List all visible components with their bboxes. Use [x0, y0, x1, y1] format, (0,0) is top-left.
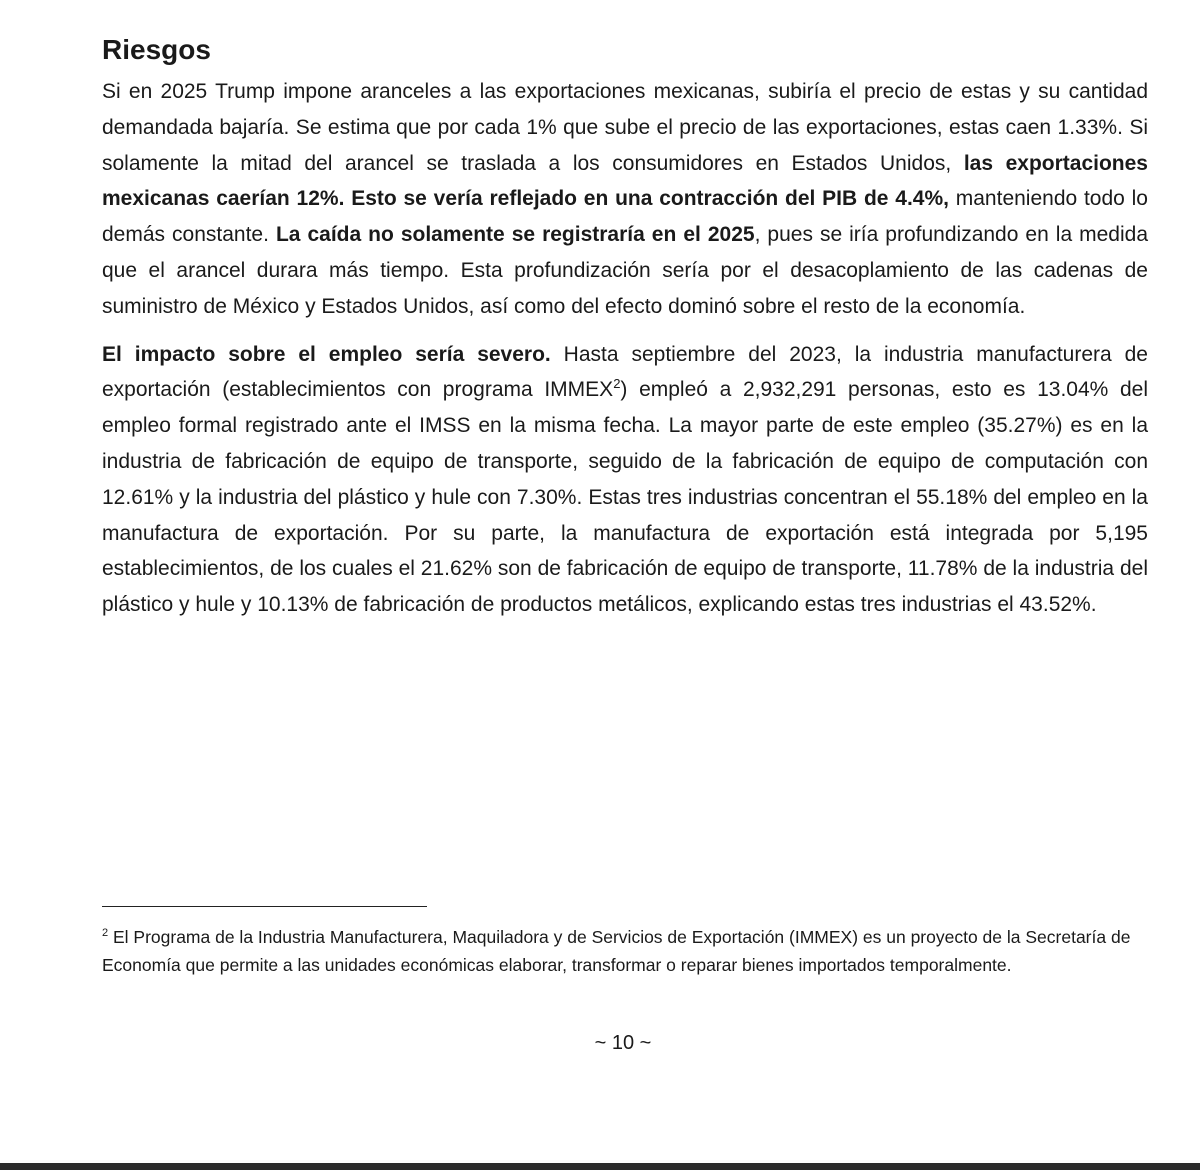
footnote-marker: 2	[102, 927, 109, 940]
section-heading: Riesgos	[102, 34, 211, 65]
paragraph-risks-text-3: , pues se iría profundizando en la medida que el arancel durara más tiempo. Esta profundización sería por el desacoplamiento de las cadenas de suministro de México y Estados Unidos, así como del efecto dominó sobre el resto de la economía.	[102, 223, 1149, 318]
paragraph-employment-bold-1: El impacto sobre el empleo sería severo.	[102, 342, 551, 366]
paragraph-risks-bold-2: La caída no solamente se registraría en el 2025	[275, 223, 755, 247]
footnote	[102, 923, 1148, 979]
paragraph-risks-text-1: Si en 2025 Trump impone aranceles a las exportaciones mexicanas, subiría el precio de estas y su cantidad demandada bajaría. Se estima que por cada 1% que sube el precio de las exportaciones, estas caen 1.33%. Si solamente la mitad del arancel se traslada a los consumidores en Estados Unidos,	[102, 80, 1148, 175]
paragraph-risks-text-2: manteniendo todo lo demás constante.	[102, 187, 1148, 247]
paragraph-risks	[102, 74, 1148, 325]
paragraph-employment-text-1: Hasta septiembre del 2023, la industria manufacturera de exportación (establecimientos con programa IMMEX	[102, 342, 1148, 402]
footnote-separator	[102, 906, 427, 907]
document-page	[102, 30, 1148, 623]
paragraph-employment-text-2: ) empleó a 2,932,291 personas, esto es 13.04% del empleo formal registrado ante el IMSS en la misma fecha. La mayor parte de este empleo (35.27%) es en la industria de fabricación de equipo de transporte, seguido de la fabricación de equipo de computación con 12.61% y la industria del plástico y hule con 7.30%. Estas tres industrias concentran el 55.18% del empleo en la manufactura de exportación. Por su parte, la manufactura de exportación está integrada por 5,195 establecimientos, de los cuales el 21.62% son de fabricación de equipo de transporte, 11.78% de la industria del plástico y hule y 10.13% de fabricación de productos metálicos, explicando estas tres industrias el 43.52%.	[102, 378, 1148, 617]
page-number: ~ 10 ~	[594, 1032, 652, 1054]
paragraph-risks-bold-1: las exportaciones mexicanas caerían 12%. Esto se vería reflejado en una contracción del PIB de 4.4%,	[102, 151, 1148, 211]
paragraph-employment	[102, 337, 1148, 623]
footnote-text: El Programa de la Industria Manufacturera, Maquiladora y de Servicios de Exportación (IMMEX) es un proyecto de la Secretaría de Economía que permite a las unidades económicas elaborar, transformar o reparar bienes importados temporalmente.	[102, 927, 1131, 975]
page-bottom-border	[0, 1163, 1200, 1170]
footnote-reference[interactable]: 2	[613, 376, 621, 392]
